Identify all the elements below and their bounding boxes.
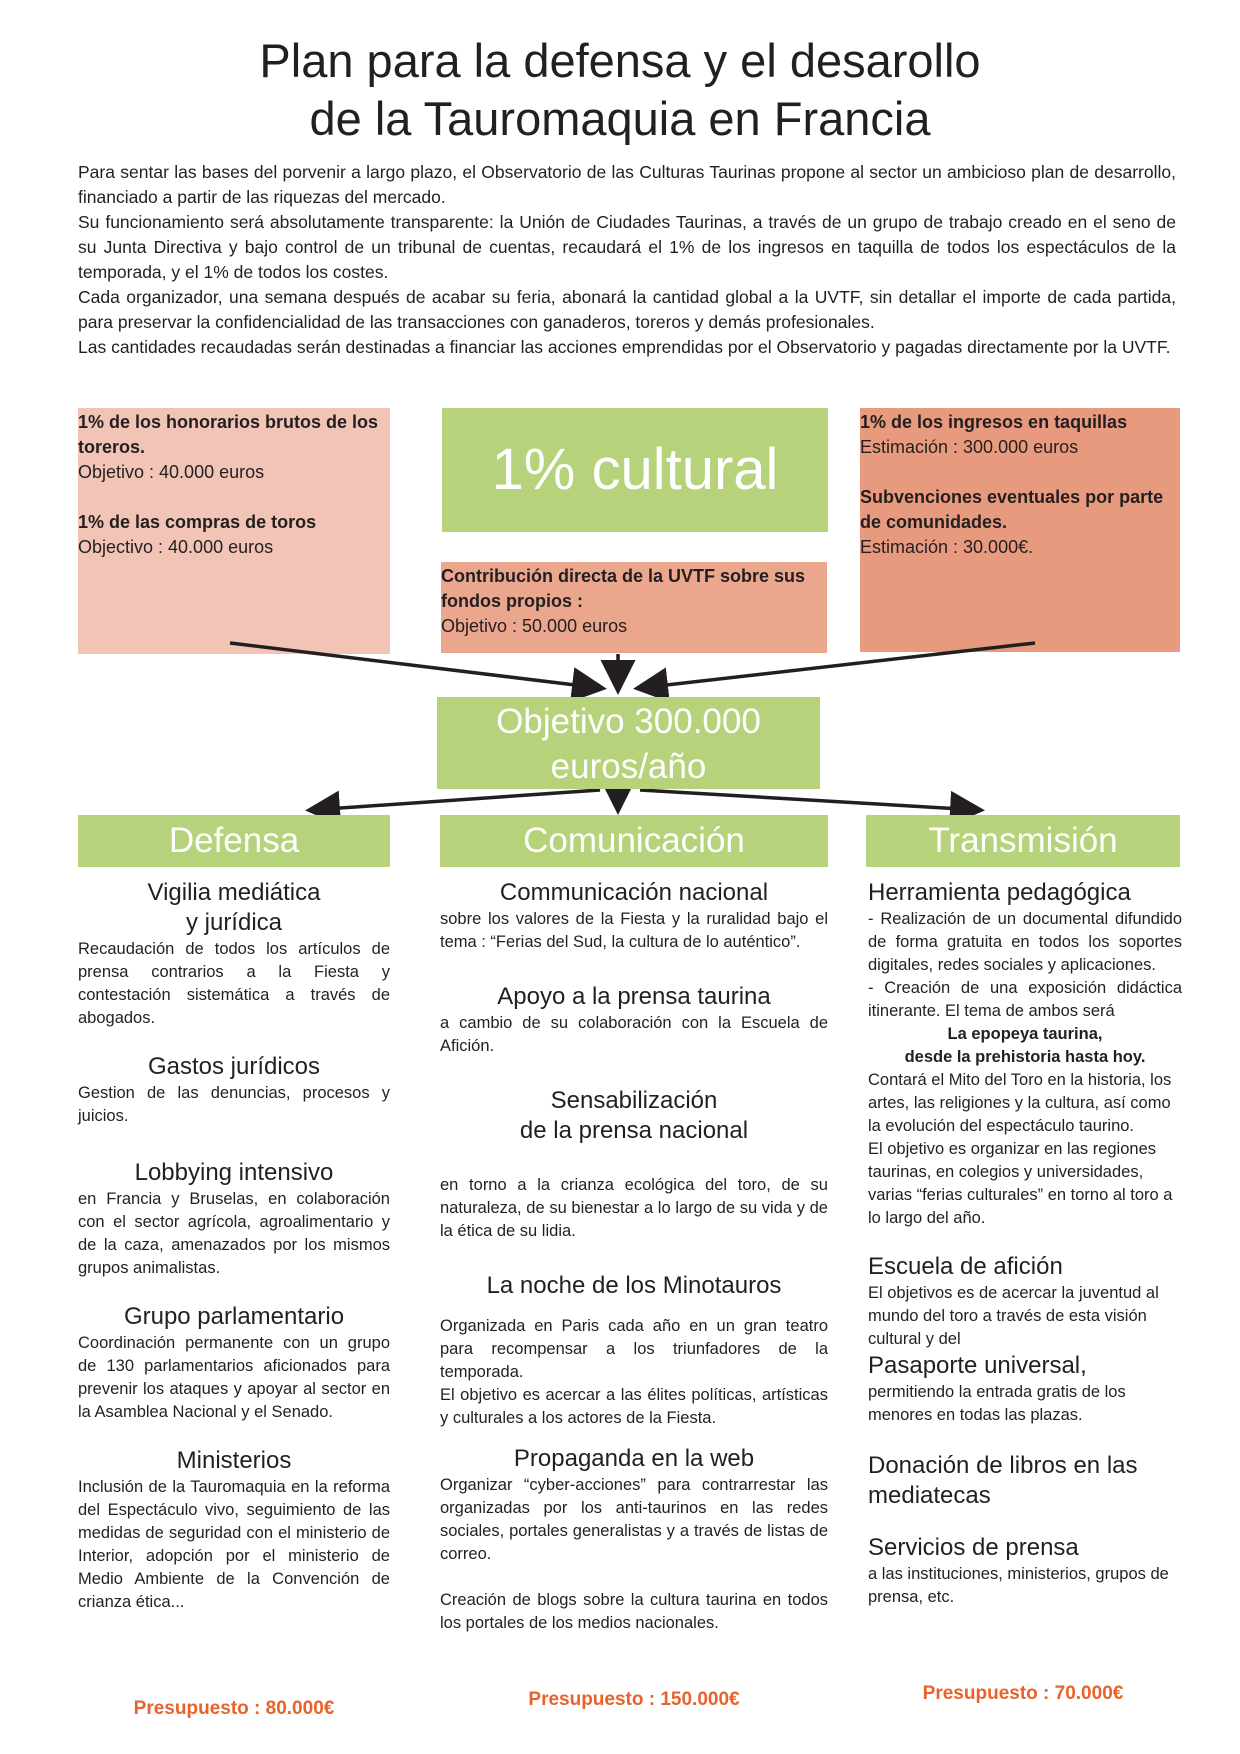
arrow-right-to-objective [640,643,1035,688]
section-title: Communicación nacional [499,879,769,906]
source-value: Estimación : 30.000€. [860,537,1034,557]
cultural-box: 1% cultural [442,408,828,532]
column-comunicacion [440,878,828,1635]
section-text: Organizada en Paris cada año en un gran teatro para recompensar a los triunfadores de la temporada. [440,1317,828,1381]
section-text: - Creación de una exposición didáctica itinerante. El tema de ambos será [868,979,1182,1020]
arrow-to-defensa [312,790,600,810]
section-title: Grupo parlamentario [123,1303,345,1330]
section-title: Lobbying intensivo [134,1159,334,1186]
section-text: Gestion de las denuncias, procesos y juicios. [78,1084,390,1125]
section-title: Servicios de prensa [868,1534,1079,1561]
section-title: Herramienta pedagógica [868,879,1131,906]
source-value: Objectivo : 40.000 euros [78,537,274,557]
section-text: Creación de blogs sobre la cultura taurina en todos los portales de los medios nacionales. [440,1591,828,1632]
section-text: sobre los valores de la Fiesta y la ruralidad bajo el tema : “Ferias del Sud, la cultura de lo auténtico”. [440,910,828,951]
section-text: en torno a la crianza ecológica del toro, de su naturaleza, de su bienestar a lo largo de su vida y de la ética de su lidia. [440,1176,828,1240]
source-value: Objetivo : 50.000 euros [441,616,628,636]
objective-line-1: Objetivo 300.000 [496,702,761,741]
source-value: Objetivo : 40.000 euros [78,462,265,482]
category-defensa: Defensa [78,815,390,867]
source-value: Estimación : 300.000 euros [860,437,1079,457]
section-text: Inclusión de la Tauromaquia en la reforma del Espectáculo vivo, seguimiento de las medidas de seguridad con el ministerio de Interior, adopción por el ministerio de Medio Ambiente de la Convención de crianza ética... [78,1478,390,1611]
section-title: Ministerios [176,1447,292,1474]
budget-defensa: Presupuesto : 80.000€ [133,1698,335,1719]
section-title: Sensabilización de la prensa nacional [519,1087,749,1144]
section-text: Coordinación permanente con un grupo de 130 parlamentarios aficionados para prevenir los ataques y apoyar al sector en la Asamblea Nacional y el Senado. [78,1334,390,1421]
section-text: a cambio de su colaboración con la Escuela de Afición. [440,1014,828,1055]
intro-paragraph: Cada organizador, una semana después de acabar su feria, abonará la cantidad global a la UVTF, sin detallar el importe de cada partida, para preservar la confidencialidad de las transacciones con ganaderos, toreros y demás profesionales. [78,287,1176,332]
column-transmision [868,878,1182,1609]
title-line-2: de la Tauromaquia en Francia [309,92,931,145]
section-text: permitiendo la entrada gratis de los menores en todas las plazas. [868,1383,1126,1424]
source-heading: 1% de los honorarios brutos de los toreros. [78,412,379,457]
section-text: El objetivos es de acercar la juventud al mundo del toro a través de esta visión cultural y del [868,1284,1159,1348]
section-text: - Realización de un documental difundido de forma gratuita en todos los soportes digitales, redes sociales y aplicaciones. [868,910,1182,974]
source-heading: Subvenciones eventuales por parte de comunidades. [860,487,1164,532]
section-title: La noche de los Minotauros [486,1272,782,1299]
arrow-to-transmision [640,790,978,810]
highlight-line: desde la prehistoria hasta hoy. [904,1048,1146,1066]
section-title: Donación de libros en las mediatecas [868,1452,1138,1509]
section-title: Escuela de afición [868,1253,1063,1280]
title-line-1: Plan para la defensa y el desarollo [259,34,981,87]
category-comunicacion: Comunicación [440,815,828,867]
source-heading: 1% de las compras de toros [78,512,317,532]
section-text: a las instituciones, ministerios, grupos de prensa, etc. [868,1565,1169,1606]
intro-paragraph: Su funcionamiento será absolutamente transparente: la Unión de Ciudades Taurinas, a través de un grupo de trabajo creado en el seno de su Junta Directiva y bajo control de un tribunal de cuentas, recaudará el 1% de los ingresos en taquilla de todos los espectáculos de la temporada, y el 1% de todos los costes. [78,212,1176,282]
budget-comunicacion: Presupuesto : 150.000€ [528,1689,740,1710]
intro-paragraph: Las cantidades recaudadas serán destinadas a financiar las acciones emprendidas por el Observatorio y pagadas directamente por la UVTF. [78,337,1171,357]
source-heading: 1% de los ingresos en taquillas [860,412,1128,432]
column-defensa [78,878,390,1614]
arrow-left-to-objective [230,643,600,688]
section-title: Apoyo a la prensa taurina [497,983,771,1010]
source-heading: Contribución directa de la UVTF sobre sus fondos propios : [441,566,806,611]
highlight-line: La epopeya taurina, [947,1025,1103,1043]
section-text: Contará el Mito del Toro en la historia, los artes, las religiones y la cultura, así como la evolución del espectáculo taurino. [868,1071,1172,1135]
objective-line-2: euros/año [550,747,707,786]
section-title: Vigilia mediática y jurídica [147,879,321,936]
budget-transmision: Presupuesto : 70.000€ [922,1683,1124,1704]
section-title: Pasaporte universal, [868,1352,1087,1379]
section-title: Gastos jurídicos [147,1053,321,1080]
section-text: El objetivo es organizar en las regiones taurinas, en colegios y universidades, varias “ferias culturales” en torno al toro a lo largo del año. [868,1140,1173,1227]
section-text: El objetivo es acercar a las élites políticas, artísticas y culturales a los actores de la Fiesta. [440,1386,828,1427]
section-title: Propaganda en la web [513,1445,755,1472]
section-text: Recaudación de todos los artículos de prensa contrarios a la Fiesta y contestación sistemática a través de abogados. [78,940,390,1027]
section-text: en Francia y Bruselas, en colaboración con el sector agrícola, agroalimentario y de la caza, amenazados por los mismos grupos animalistas. [78,1190,390,1277]
category-transmision: Transmisión [866,815,1180,867]
objective-box [437,697,820,789]
section-text: Organizar “cyber-acciones” para contrarrestar las organizadas por los anti-taurinos en las redes sociales, portales generalistas y a través de listas de correo. [440,1476,828,1563]
intro-paragraph: Para sentar las bases del porvenir a largo plazo, el Observatorio de las Culturas Taurinas propone al sector un ambicioso plan de desarrollo, financiado a partir de las riquezas del mercado. [78,162,1176,207]
